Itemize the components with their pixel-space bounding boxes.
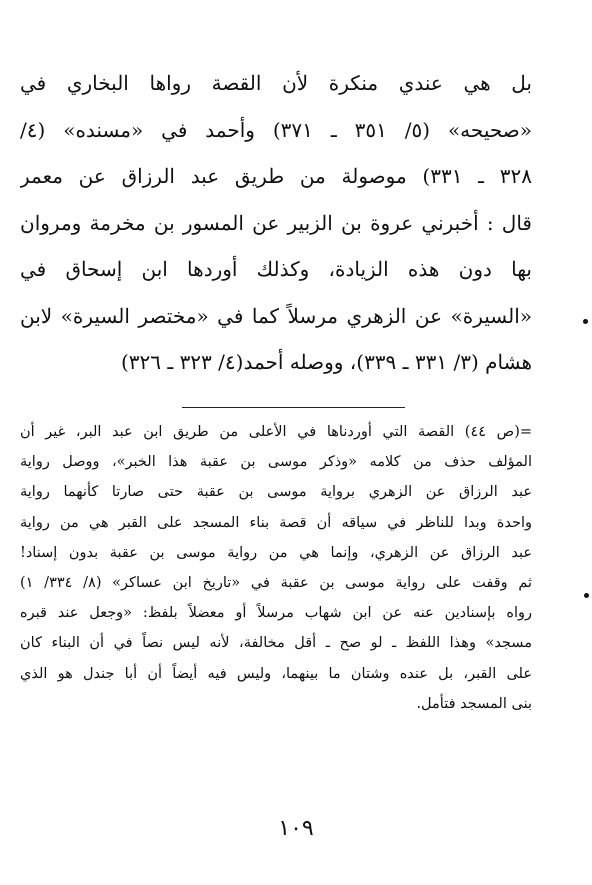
footnote-line: على القبر، بل عنده وشتان ما بينهما، وليس فيه أيضاً أن أبا جندل هو الذي: [20, 665, 532, 682]
main-text-line: ٣٢٨ ـ ٣٣١) موصولة من طريق عبد الرزاق عن معمر: [20, 164, 532, 188]
footnotes: [20, 417, 532, 719]
main-text-line: قال : أخبرني عروة بن الزبير عن المسور بن مخرمة ومروان: [20, 210, 532, 235]
margin-dot: [584, 593, 589, 598]
main-text-line: «السيرة» عن الزهري مرسلاً كما في «مختصر السيرة» لابن: [20, 303, 532, 328]
main-text-line: بل هي عندي منكرة لأن القصة رواها البخاري في: [20, 71, 532, 95]
footnote-separator: [182, 407, 405, 408]
margin-dot: [583, 319, 588, 324]
footnote-line: بنى المسجد فتأمل.: [416, 695, 532, 712]
footnote-line: رواه بإسنادين عنه عن ابن شهاب مرسلاً أو معضلاً بلفظ: «وجعل عند قبره: [20, 605, 532, 622]
page-number: ١٠٩: [278, 816, 314, 841]
footnote-line: ثم وقفت على رواية موسى بن عقبة في «تاريخ ابن عساكر» (٨/ ٣٣٤/ ١): [20, 574, 532, 591]
footnote-line: مسجد» وهذا اللفظ ـ لو صح ـ أقل مخالفة، لأنه ليس نصاً في أن البناء كان: [20, 635, 532, 652]
footnote-line: =(ص ٤٤) القصة التي أوردناها في الأعلى من طريق ابن عبد البر، غير أن: [20, 424, 532, 440]
main-text: [20, 60, 532, 386]
footnote-line: عبد الرزاق عن الزهري، وإنما هي من رواية موسى بن عقبة بدون إسناد!: [20, 544, 532, 561]
main-text-line: بها دون هذه الزيادة، وكذلك أوردها ابن إسحاق في: [20, 257, 532, 281]
main-text-line: «صحيحه» (٥/ ٣٥١ ـ ٣٧١) وأحمد في «مسنده» (٤/: [20, 117, 532, 142]
footnote-line: المؤلف حذف من كلامه «وذكر موسى بن عقبة هذا الخبر»، ووصل رواية: [20, 454, 532, 471]
footnote-line: عبد الرزاق عن الزهري برواية موسى بن عقبة حتى صارتا كأنهما رواية: [20, 484, 532, 501]
footnote-line: واحدة وبدا للناظر في سياقه أن قصة بناء المسجد على القبر هي من رواية: [20, 514, 532, 531]
main-text-line: هشام (٣/ ٣٣١ ـ ٣٣٩)، ووصله أحمد(٤/ ٣٢٣ ـ ٣٢٦): [120, 350, 532, 374]
